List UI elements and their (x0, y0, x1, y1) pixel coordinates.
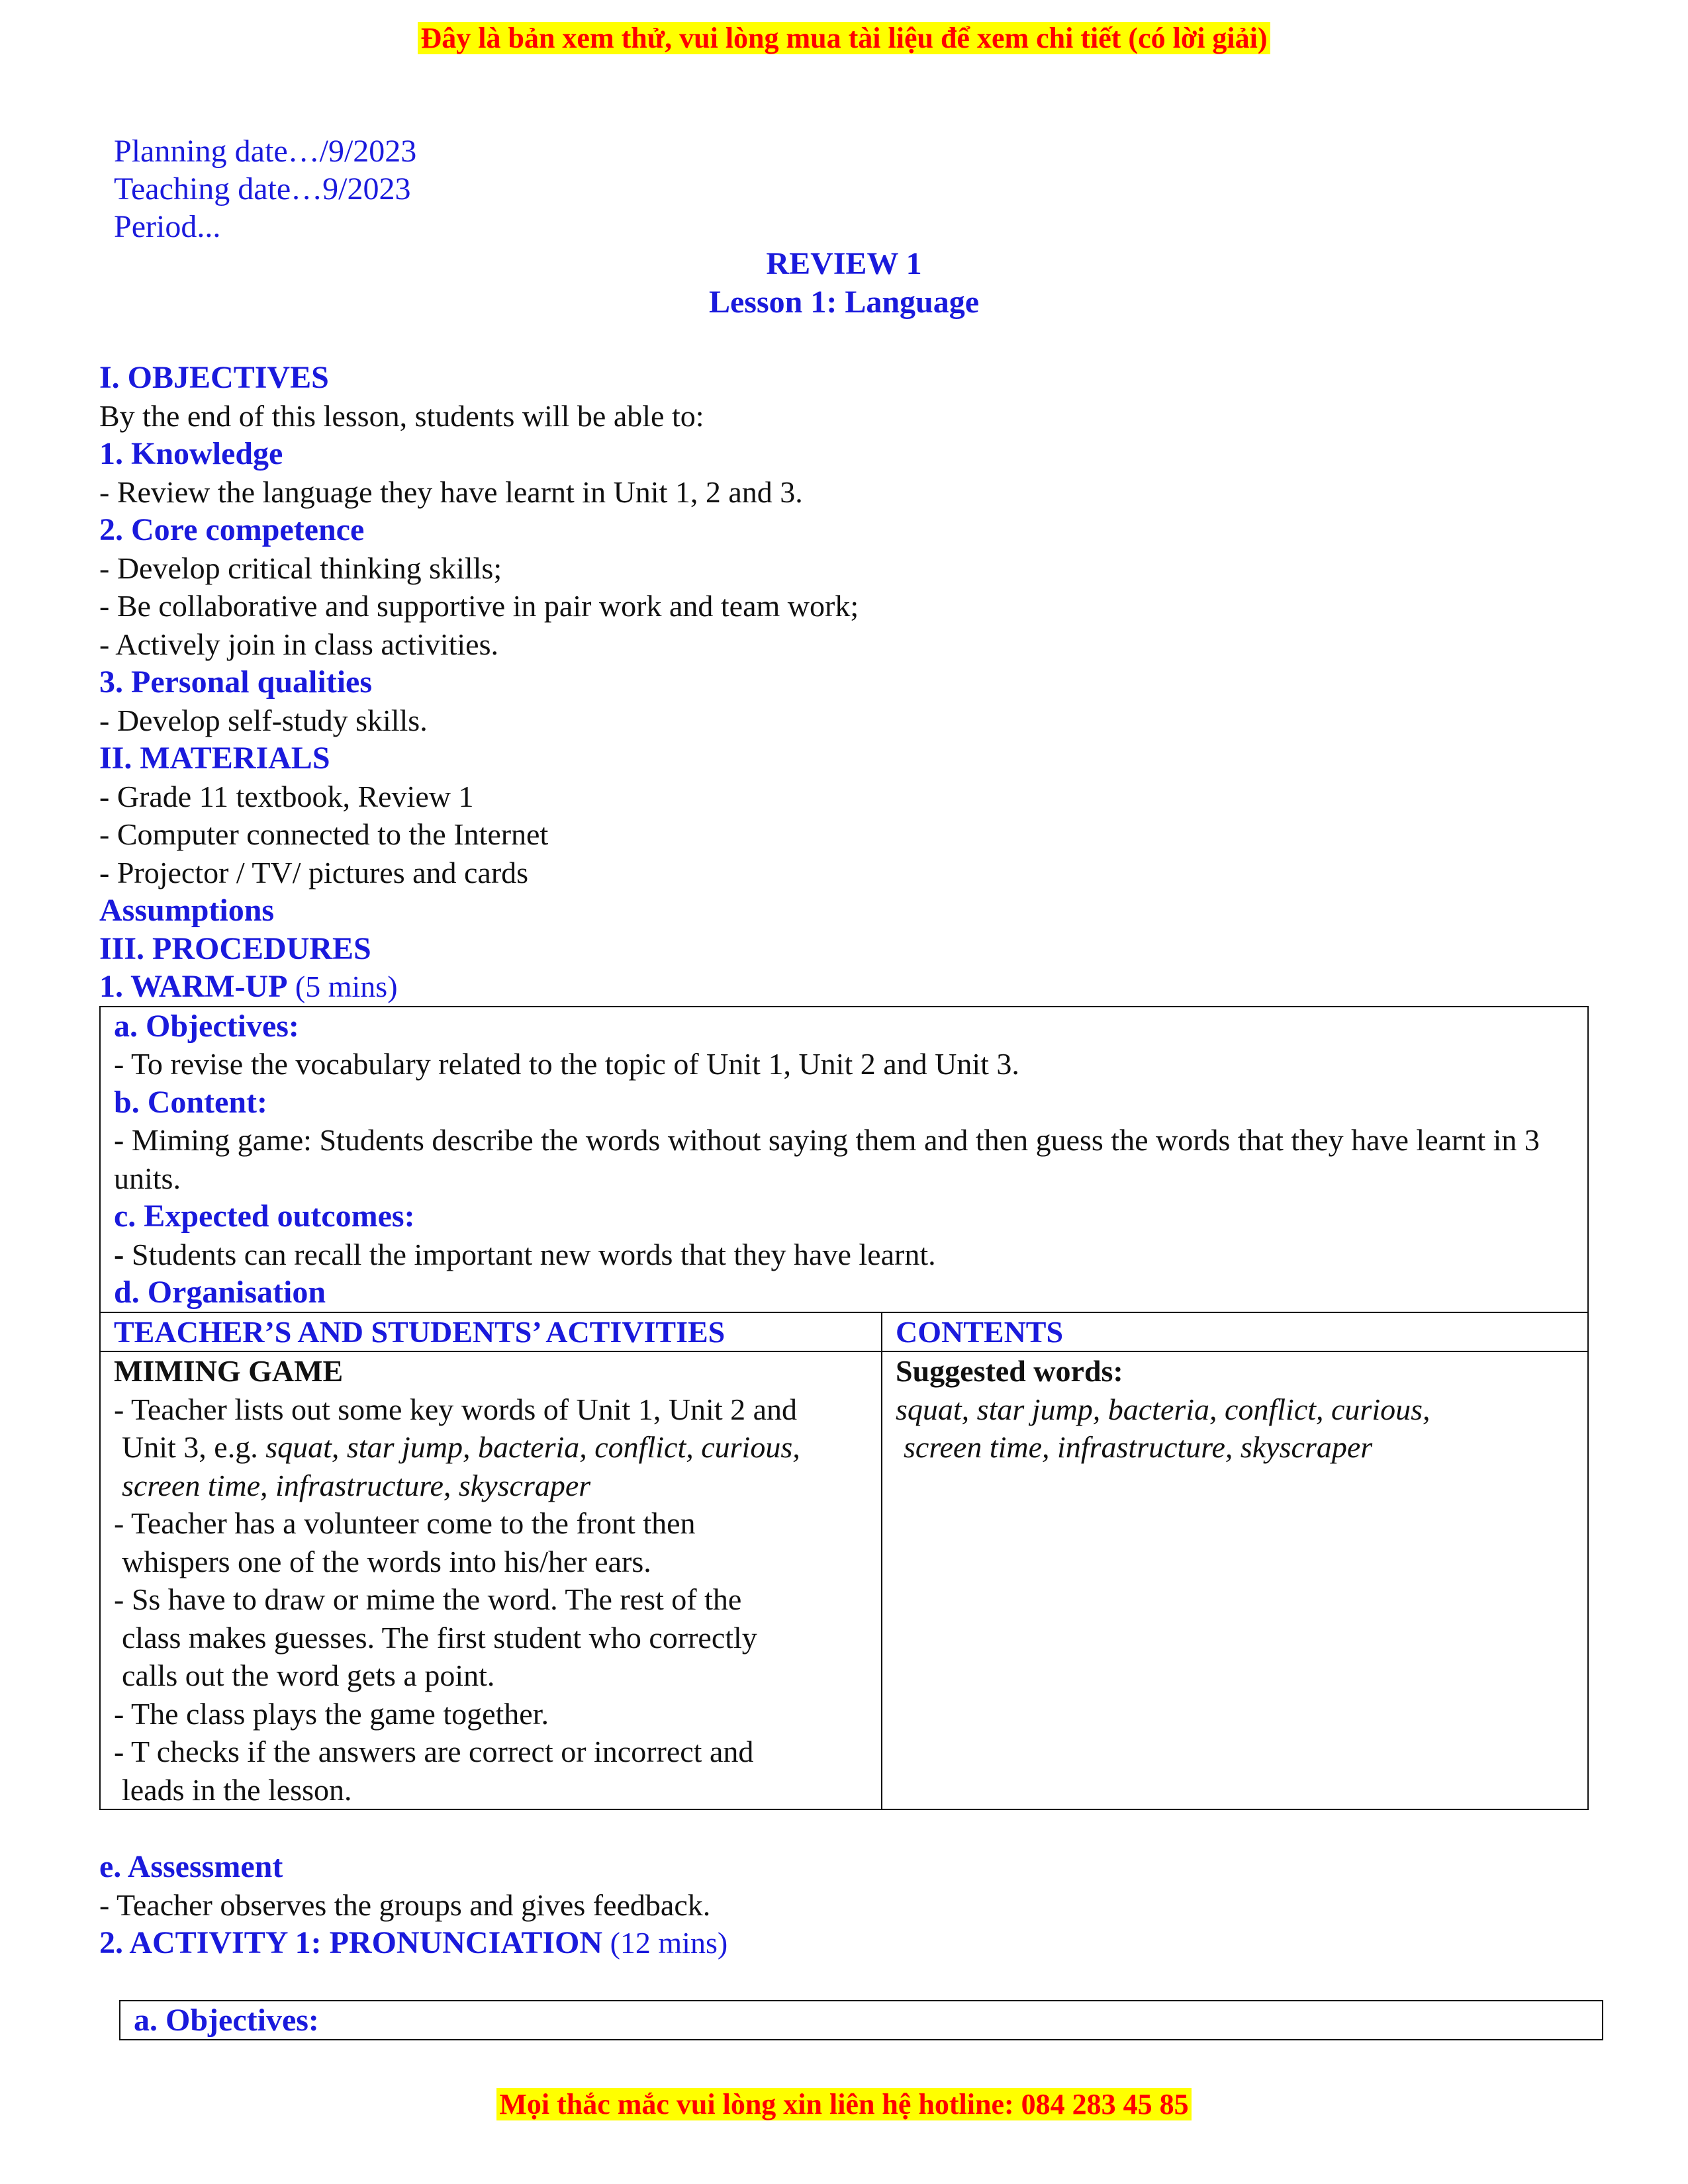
table-header-row (101, 1312, 1587, 1352)
hotline-banner (0, 2085, 1688, 2124)
material-item: - Grade 11 textbook, Review 1 (99, 779, 474, 813)
material-item: - Computer connected to the Internet (99, 817, 549, 851)
activity1-box (119, 2000, 1603, 2041)
core-competence-heading: 2. Core competence (99, 512, 365, 547)
content-dash: - (114, 1123, 124, 1157)
outcomes-body: Students can recall the important new words that they have learnt. (124, 1237, 936, 1271)
contents-cell (882, 1351, 1587, 1809)
knowledge-item: - Review the language they have learnt in Unit 1, 2 and 3. (99, 475, 803, 509)
core-item: - Develop critical thinking skills; (99, 551, 502, 585)
game-title: MIMING GAME (114, 1354, 344, 1388)
lesson-meta (114, 132, 416, 246)
activity-step: class makes guesses. The first student who correctly (122, 1620, 757, 1655)
warmup-content-heading: b. Content: (114, 1084, 268, 1120)
activity1-objectives-heading: a. Objectives: (134, 2002, 319, 2038)
assessment-heading: e. Assessment (99, 1849, 283, 1884)
activity1-heading: 2. ACTIVITY 1: PRONUNCIATION (99, 1925, 603, 1960)
suggested-words: squat, star jump, bacteria, conflict, curious, (896, 1392, 1430, 1426)
activity-step: screen time, infrastructure, skyscraper (122, 1468, 591, 1502)
warmup-heading: 1. WARM-UP (99, 969, 288, 1004)
activities-column-header: TEACHER’S AND STUDENTS’ ACTIVITIES (101, 1312, 882, 1352)
core-item: - Actively join in class activities. (99, 627, 498, 661)
warmup-objectives-heading: a. Objectives: (114, 1008, 299, 1044)
activities-cell (101, 1351, 882, 1809)
assumptions-heading: Assumptions (99, 893, 275, 928)
personal-item: - Develop self-study skills. (99, 703, 428, 737)
warmup-duration: (5 mins) (295, 970, 398, 1003)
organisation-table (101, 1312, 1587, 1809)
activity-step: - Teacher lists out some key words of Unit 1, Unit 2 and (114, 1392, 798, 1426)
objectives-intro: By the end of this lesson, students will be able to: (99, 398, 704, 433)
activity-step: - Ss have to draw or mime the word. The rest of the (114, 1582, 742, 1616)
warmup-outcomes-text (114, 1236, 1574, 1274)
teaching-date: Teaching date…9/2023 (114, 171, 411, 206)
planning-date: Planning date…/9/2023 (114, 134, 417, 169)
procedures-heading: III. PROCEDURES (99, 931, 371, 966)
page-title: REVIEW 1 (766, 246, 922, 281)
content-body: Miming game: Students describe the words without saying them and then guess the words that they have learnt in 3 units. (114, 1123, 1540, 1195)
objectives-heading: I. OBJECTIVES (99, 360, 329, 395)
material-item: - Projector / TV/ pictures and cards (99, 855, 529, 889)
materials-heading: II. MATERIALS (99, 741, 330, 776)
warmup-content-text (114, 1121, 1574, 1197)
page-subtitle: Lesson 1: Language (708, 284, 980, 320)
period: Period... (114, 209, 221, 244)
preview-banner (0, 19, 1688, 58)
warmup-objectives-text: - To revise the vocabulary related to the topic of Unit 1, Unit 2 and Unit 3. (114, 1047, 1019, 1081)
activity-step: calls out the word gets a point. (122, 1659, 495, 1692)
contents-column-header: CONTENTS (882, 1312, 1587, 1352)
lesson-plan (99, 245, 1589, 2040)
preview-banner-text: Đây là bản xem thử, vui lòng mua tài liệu để xem chi tiết (có lời giải) (418, 22, 1270, 54)
suggested-words: screen time, infrastructure, skyscraper (904, 1430, 1373, 1464)
activity-step: Unit 3, e.g. squat, star jump, bacteria, conflict, curious, (122, 1430, 800, 1464)
personal-qualities-heading: 3. Personal qualities (99, 664, 373, 700)
warmup-outcomes-heading: c. Expected outcomes: (114, 1199, 415, 1234)
core-item: - Be collaborative and supportive in pair work and team work; (99, 589, 859, 623)
knowledge-heading: 1. Knowledge (99, 436, 283, 471)
outcomes-dash: - (114, 1237, 124, 1271)
hotline-banner-text: Mọi thắc mắc vui lòng xin liên hệ hotline: 084 283 45 85 (496, 2088, 1191, 2120)
activity-step: - T checks if the answers are correct or incorrect and (114, 1735, 754, 1768)
activity-step: - The class plays the game together. (114, 1696, 549, 1731)
warmup-organisation-heading: d. Organisation (114, 1275, 326, 1310)
activity1-duration: (12 mins) (610, 1926, 728, 1960)
activity-step: - Teacher has a volunteer come to the front then (114, 1506, 696, 1540)
activity-step: leads in the lesson. (122, 1772, 352, 1807)
warmup-box (99, 1006, 1589, 1811)
suggested-words-heading: Suggested words: (896, 1354, 1123, 1388)
table-row (101, 1351, 1587, 1809)
activity-step: whispers one of the words into his/her ears. (122, 1544, 651, 1578)
assessment-text: - Teacher observes the groups and gives feedback. (99, 1888, 711, 1922)
